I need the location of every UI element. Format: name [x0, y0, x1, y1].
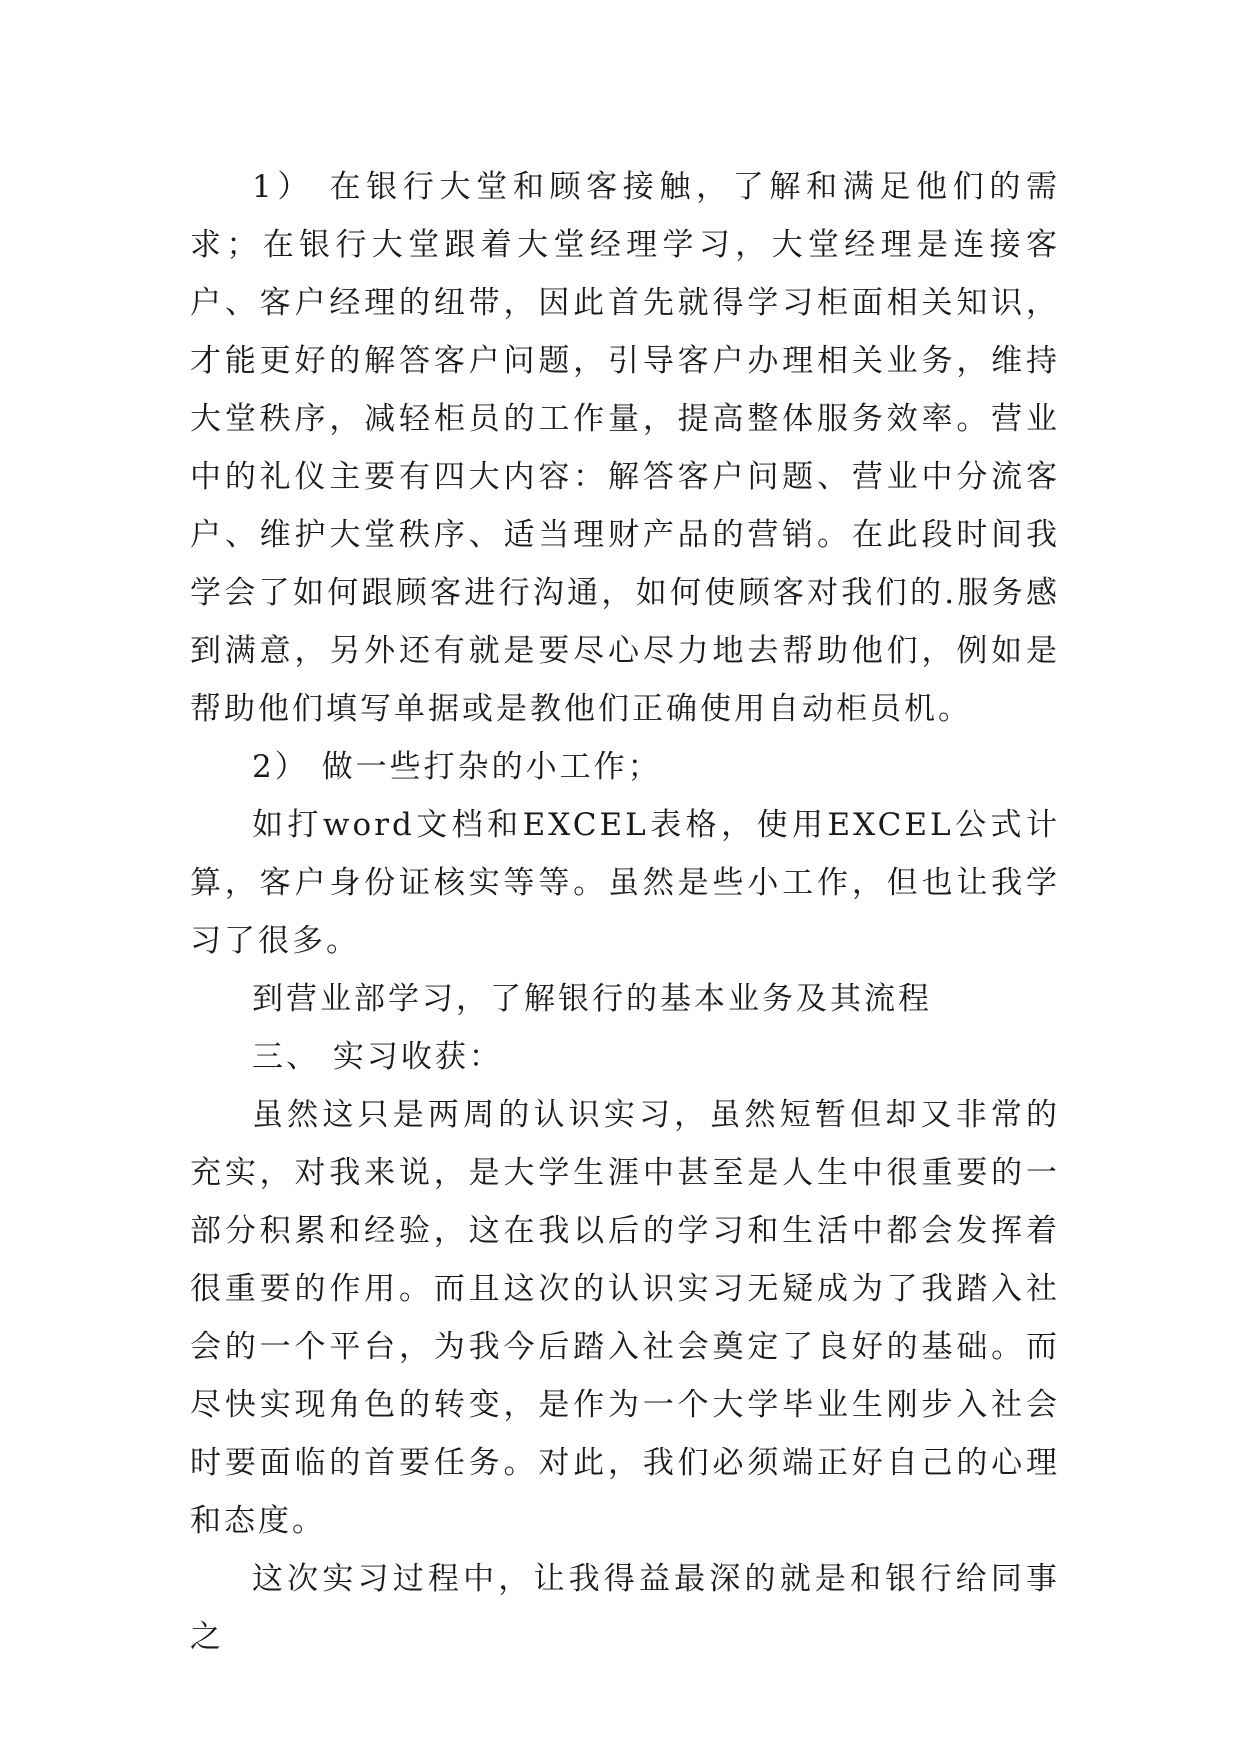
section-heading-internship-gains: 三、 实习收获： [252, 1039, 503, 1075]
document-body [190, 158, 1060, 1666]
paragraph-colleague-lessons: 这次实习过程中，让我得益最深的就是和银行给同事之 [190, 1561, 1060, 1655]
paragraph-business-department: 到营业部学习，了解银行的基本业务及其流程 [252, 981, 932, 1017]
paragraph-odd-jobs-heading: 2） 做一些打杂的小工作； [252, 749, 662, 785]
paragraph-office-tasks: 如打word文档和EXCEL表格，使用EXCEL公式计算，客户身份证核实等等。虽然是些小工作，但也让我学习了很多。 [190, 807, 1060, 959]
paragraph-internship-reflection: 虽然这只是两周的认识实习，虽然短暂但却又非常的充实，对我来说，是大学生涯中甚至是人生中很重要的一部分积累和经验，这在我以后的学习和生活中都会发挥着很重要的作用。而且这次的认识实习无疑成为了我踏入社会的一个平台，为我今后踏入社会奠定了良好的基础。而尽快实现角色的转变，是作为一个大学毕业生刚步入社会时要面临的首要任务。对此，我们必须端正好自己的心理和态度。 [190, 1097, 1060, 1539]
paragraph-lobby-service: 1） 在银行大堂和顾客接触，了解和满足他们的需求；在银行大堂跟着大堂经理学习，大堂经理是连接客户、客户经理的纽带，因此首先就得学习柜面相关知识，才能更好的解答客户问题，引导客户办理相关业务，维持大堂秩序，减轻柜员的工作量，提高整体服务效率。营业中的礼仪主要有四大内容：解答客户问题、营业中分流客户、维护大堂秩序、适当理财产品的营销。在此段时间我学会了如何跟顾客进行沟通，如何使顾客对我们的.服务感到满意，另外还有就是要尽心尽力地去帮助他们，例如是帮助他们填写单据或是教他们正确使用自动柜员机。 [190, 169, 1060, 727]
